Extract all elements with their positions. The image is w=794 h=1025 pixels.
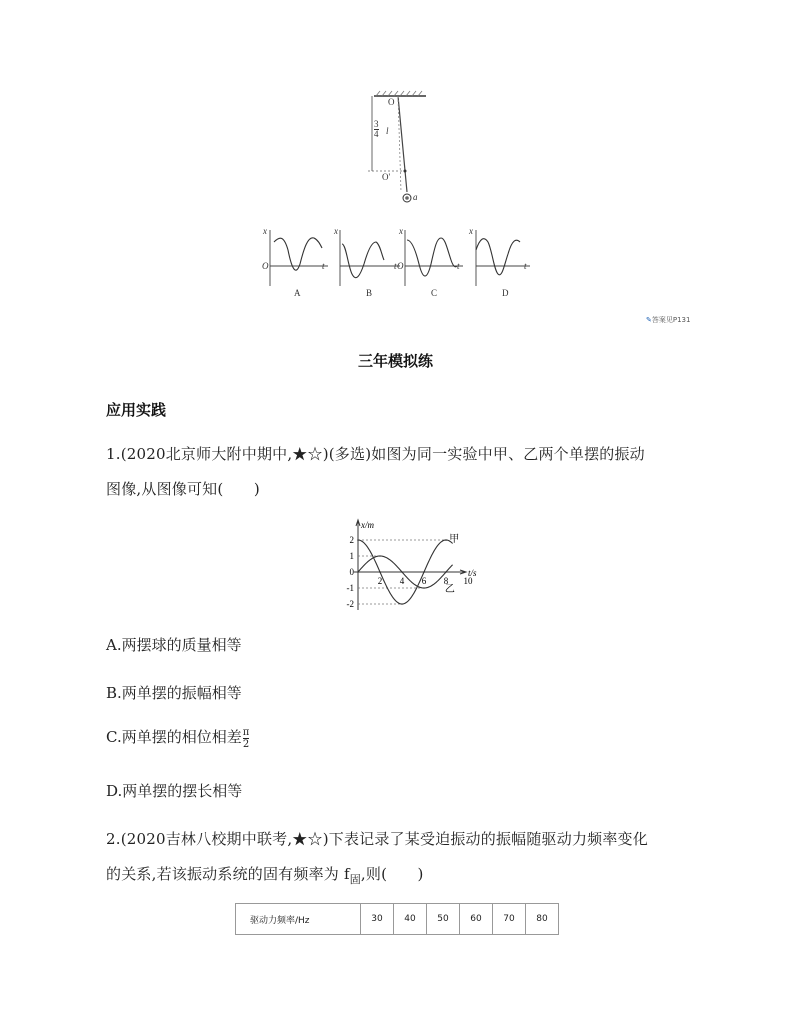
q1-option-c-text: C.两单摆的相位相差	[106, 728, 242, 746]
q1-option-b[interactable]: B.两单摆的振幅相等	[106, 684, 242, 702]
table-cell: 80	[526, 904, 559, 935]
length-fraction: 3 4	[374, 119, 379, 139]
pendulum-figure	[360, 88, 450, 208]
answer-note-text: 答案见P131	[651, 316, 691, 324]
table-cell: 40	[394, 904, 427, 935]
graph-b-t: t	[394, 261, 397, 271]
graph-c-t: t	[457, 261, 460, 271]
q2-stem	[106, 822, 706, 897]
section-title: 三年模拟练	[358, 352, 434, 370]
data-point	[401, 603, 403, 605]
q1-stem	[106, 437, 706, 507]
data-point	[379, 571, 381, 573]
x-tick-label: 6	[421, 576, 427, 586]
pendulum-drawing	[360, 88, 450, 208]
choice-graph-d	[468, 226, 532, 301]
q2-line2: 的关系,若该振动系统的固有频率为 $f_固$,则( )	[106, 865, 424, 886]
q2-line1: 2.(2020吉林八校期中联考,★☆)下表记录了某受迫振动的振幅随驱动力频率变化	[106, 830, 648, 848]
q1-chart-svg	[318, 518, 488, 614]
graph-c-origin: O	[397, 261, 404, 271]
data-point	[379, 555, 381, 557]
table-cell: 70	[493, 904, 526, 935]
y-tick-label: -1	[346, 583, 354, 593]
data-point	[423, 571, 425, 573]
table-row	[236, 904, 559, 935]
graph-a-drawing	[262, 226, 332, 286]
series-label-yi: 乙	[444, 584, 455, 595]
graph-d-t: t	[524, 261, 527, 271]
q1-option-c[interactable]	[106, 726, 249, 750]
label-O: O	[388, 97, 395, 107]
x-tick-label: 8	[443, 576, 449, 586]
subsection-title: 应用实践	[106, 401, 167, 419]
x-tick-label: 10	[463, 576, 473, 586]
graph-b-drawing	[334, 226, 404, 286]
pen-icon: ✎	[646, 316, 652, 324]
x-axis-label: t/s	[468, 568, 477, 578]
series-label-jia: 甲	[449, 534, 460, 545]
answer-note[interactable]	[646, 315, 690, 325]
x-tick-label: 2	[377, 576, 383, 586]
data-point	[423, 587, 425, 589]
x-tick-label: 4	[399, 576, 405, 586]
table-cell: 30	[361, 904, 394, 935]
graph-c-drawing	[397, 226, 469, 286]
graph-d-drawing	[468, 226, 532, 286]
label-l: l	[386, 126, 389, 136]
data-point	[445, 539, 447, 541]
y-tick-label: 0	[349, 567, 354, 577]
q1-option-d[interactable]: D.两单摆的摆长相等	[106, 782, 243, 800]
graph-a-t: t	[322, 261, 325, 271]
data-point	[357, 571, 359, 573]
table-header-cell: 驱动力频率/Hz	[236, 904, 361, 935]
graph-b-x: x	[334, 226, 338, 236]
table-cell: 50	[427, 904, 460, 935]
frequency-table	[235, 903, 559, 935]
choice-graph-b	[334, 226, 404, 301]
graph-c-label: C	[431, 288, 438, 298]
q1-option-a[interactable]: A.两摆球的质量相等	[106, 636, 242, 654]
choice-graph-a	[262, 226, 332, 301]
graph-c-x: x	[399, 226, 403, 236]
graph-a-x: x	[263, 226, 267, 236]
label-a: a	[413, 192, 418, 202]
q1-line1: 1.(2020北京师大附中期中,★☆)(多选)如图为同一实验中甲、乙两个单摆的振动	[106, 445, 645, 463]
q2-table-wrap	[235, 903, 559, 935]
q1-chart	[318, 518, 488, 614]
data-point	[401, 571, 403, 573]
y-tick-label: 1	[349, 551, 354, 561]
y-tick-label: -2	[346, 599, 354, 609]
choice-graph-c	[397, 226, 469, 301]
graph-a-origin: O	[262, 261, 269, 271]
y-tick-label: 2	[349, 535, 354, 545]
y-axis-label: x/m	[361, 520, 374, 530]
data-point	[357, 539, 359, 541]
graph-b-label: B	[366, 288, 373, 298]
graph-d-label: D	[502, 288, 509, 298]
data-point	[445, 571, 447, 573]
graph-a-label: A	[294, 288, 301, 298]
label-O-prime: O'	[382, 172, 391, 182]
pi-over-2-fraction: $\frac{\pi}{2}$	[242, 726, 250, 750]
table-cell: 60	[460, 904, 493, 935]
graph-d-x: x	[469, 226, 473, 236]
q1-line2: 图像,从图像可知( )	[106, 480, 260, 498]
